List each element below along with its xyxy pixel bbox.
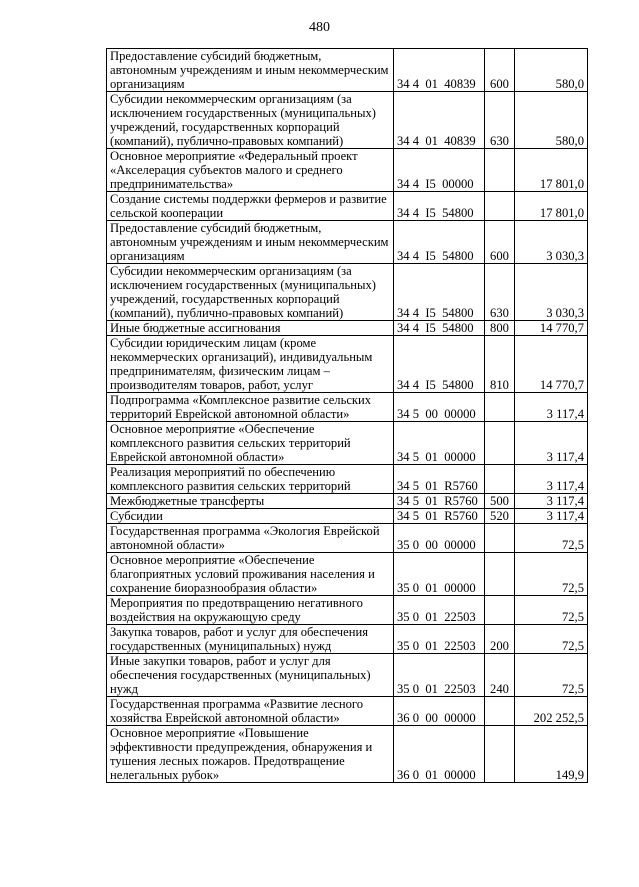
table-row	[107, 92, 588, 149]
row-code: 36 0 00 00000	[394, 697, 485, 726]
row-code: 34 5 01 R5760	[394, 509, 485, 524]
row-expense-type	[485, 726, 515, 783]
row-expense-type: 600	[485, 49, 515, 92]
row-name: Иные закупки товаров, работ и услуг для обеспечения государственных (муниципальных) нужд	[107, 654, 394, 697]
table-row	[107, 336, 588, 393]
row-amount: 17 801,0	[515, 149, 588, 192]
table-row	[107, 192, 588, 221]
row-name: Основное мероприятие «Обеспечение комплексного развития сельских территорий Еврейской автономной области»	[107, 422, 394, 465]
table-row	[107, 697, 588, 726]
row-expense-type: 800	[485, 321, 515, 336]
row-code: 34 5 01 R5760	[394, 465, 485, 494]
row-code: 34 4 I5 54800	[394, 336, 485, 393]
row-amount: 3 117,4	[515, 509, 588, 524]
row-expense-type: 240	[485, 654, 515, 697]
row-code: 34 4 I5 54800	[394, 321, 485, 336]
row-name: Государственная программа «Экология Еврейской автономной области»	[107, 524, 394, 553]
row-name: Закупка товаров, работ и услуг для обеспечения государственных (муниципальных) нужд	[107, 625, 394, 654]
row-amount: 3 117,4	[515, 393, 588, 422]
row-expense-type	[485, 553, 515, 596]
row-code: 34 5 01 R5760	[394, 494, 485, 509]
row-expense-type: 630	[485, 92, 515, 149]
budget-table-body	[107, 49, 588, 783]
row-name: Субсидии некоммерческим организациям (за исключением государственных (муниципальных) учреждений, государственных корпораций (компаний), публично-правовых компаний)	[107, 92, 394, 149]
row-amount: 14 770,7	[515, 321, 588, 336]
row-name: Предоставление субсидий бюджетным, автономным учреждениям и иным некоммерческим организациям	[107, 221, 394, 264]
row-code: 34 4 I5 00000	[394, 149, 485, 192]
table-row	[107, 553, 588, 596]
row-code: 34 4 I5 54800	[394, 221, 485, 264]
row-code: 34 4 I5 54800	[394, 264, 485, 321]
row-name: Субсидии юридическим лицам (кроме некоммерческих организаций), индивидуальным предпринимателям, физическим лицам – производителям товаров, работ, услуг	[107, 336, 394, 393]
row-name: Мероприятия по предотвращению негативного воздействия на окружающую среду	[107, 596, 394, 625]
row-code: 34 4 01 40839	[394, 49, 485, 92]
table-row	[107, 264, 588, 321]
row-amount: 72,5	[515, 625, 588, 654]
row-expense-type	[485, 596, 515, 625]
row-name: Основное мероприятие «Повышение эффективности предупреждения, обнаружения и тушения лесных пожаров. Предотвращение нелегальных рубок»	[107, 726, 394, 783]
table-row	[107, 221, 588, 264]
row-amount: 72,5	[515, 596, 588, 625]
row-name: Основное мероприятие «Федеральный проект «Акселерация субъектов малого и среднего предпринимательства»	[107, 149, 394, 192]
row-code: 34 4 I5 54800	[394, 192, 485, 221]
row-name: Подпрограмма «Комплексное развитие сельских территорий Еврейской автономной области»	[107, 393, 394, 422]
row-amount: 580,0	[515, 49, 588, 92]
row-code: 34 5 00 00000	[394, 393, 485, 422]
row-amount: 580,0	[515, 92, 588, 149]
row-amount: 3 117,4	[515, 422, 588, 465]
table-row	[107, 465, 588, 494]
row-expense-type	[485, 192, 515, 221]
row-amount: 3 117,4	[515, 465, 588, 494]
row-name: Государственная программа «Развитие лесного хозяйства Еврейской автономной области»	[107, 697, 394, 726]
row-expense-type	[485, 149, 515, 192]
row-expense-type	[485, 393, 515, 422]
table-row	[107, 149, 588, 192]
row-expense-type: 600	[485, 221, 515, 264]
row-name: Межбюджетные трансферты	[107, 494, 394, 509]
row-code: 35 0 01 22503	[394, 654, 485, 697]
row-name: Основное мероприятие «Обеспечение благоприятных условий проживания населения и сохранение биоразнообразия области»	[107, 553, 394, 596]
table-row	[107, 422, 588, 465]
table-row	[107, 393, 588, 422]
row-expense-type	[485, 524, 515, 553]
row-amount: 14 770,7	[515, 336, 588, 393]
row-amount: 3 117,4	[515, 494, 588, 509]
row-name: Реализация мероприятий по обеспечению комплексного развития сельских территорий	[107, 465, 394, 494]
row-expense-type	[485, 697, 515, 726]
row-expense-type: 500	[485, 494, 515, 509]
table-row	[107, 49, 588, 92]
row-amount: 3 030,3	[515, 264, 588, 321]
row-name: Иные бюджетные ассигнования	[107, 321, 394, 336]
table-row	[107, 509, 588, 524]
row-code: 35 0 00 00000	[394, 524, 485, 553]
row-name: Создание системы поддержки фермеров и развитие сельской кооперации	[107, 192, 394, 221]
budget-table	[106, 48, 588, 783]
row-amount: 17 801,0	[515, 192, 588, 221]
row-expense-type: 520	[485, 509, 515, 524]
table-row	[107, 494, 588, 509]
row-amount: 72,5	[515, 654, 588, 697]
row-code: 34 4 01 40839	[394, 92, 485, 149]
row-expense-type: 200	[485, 625, 515, 654]
row-amount: 149,9	[515, 726, 588, 783]
table-row	[107, 654, 588, 697]
row-code: 35 0 01 22503	[394, 625, 485, 654]
table-row	[107, 524, 588, 553]
table-row	[107, 321, 588, 336]
row-name: Предоставление субсидий бюджетным, автономным учреждениям и иным некоммерческим организациям	[107, 49, 394, 92]
table-row	[107, 596, 588, 625]
row-amount: 72,5	[515, 553, 588, 596]
row-amount: 3 030,3	[515, 221, 588, 264]
page-number: 480	[309, 20, 330, 35]
row-amount: 202 252,5	[515, 697, 588, 726]
row-code: 36 0 01 00000	[394, 726, 485, 783]
row-amount: 72,5	[515, 524, 588, 553]
row-code: 34 5 01 00000	[394, 422, 485, 465]
row-name: Субсидии некоммерческим организациям (за исключением государственных (муниципальных) учреждений, государственных корпораций (компаний), публично-правовых компаний)	[107, 264, 394, 321]
table-row	[107, 726, 588, 783]
row-expense-type: 630	[485, 264, 515, 321]
table-row	[107, 625, 588, 654]
row-code: 35 0 01 00000	[394, 553, 485, 596]
row-expense-type	[485, 422, 515, 465]
row-name: Субсидии	[107, 509, 394, 524]
row-expense-type	[485, 465, 515, 494]
row-code: 35 0 01 22503	[394, 596, 485, 625]
row-expense-type: 810	[485, 336, 515, 393]
